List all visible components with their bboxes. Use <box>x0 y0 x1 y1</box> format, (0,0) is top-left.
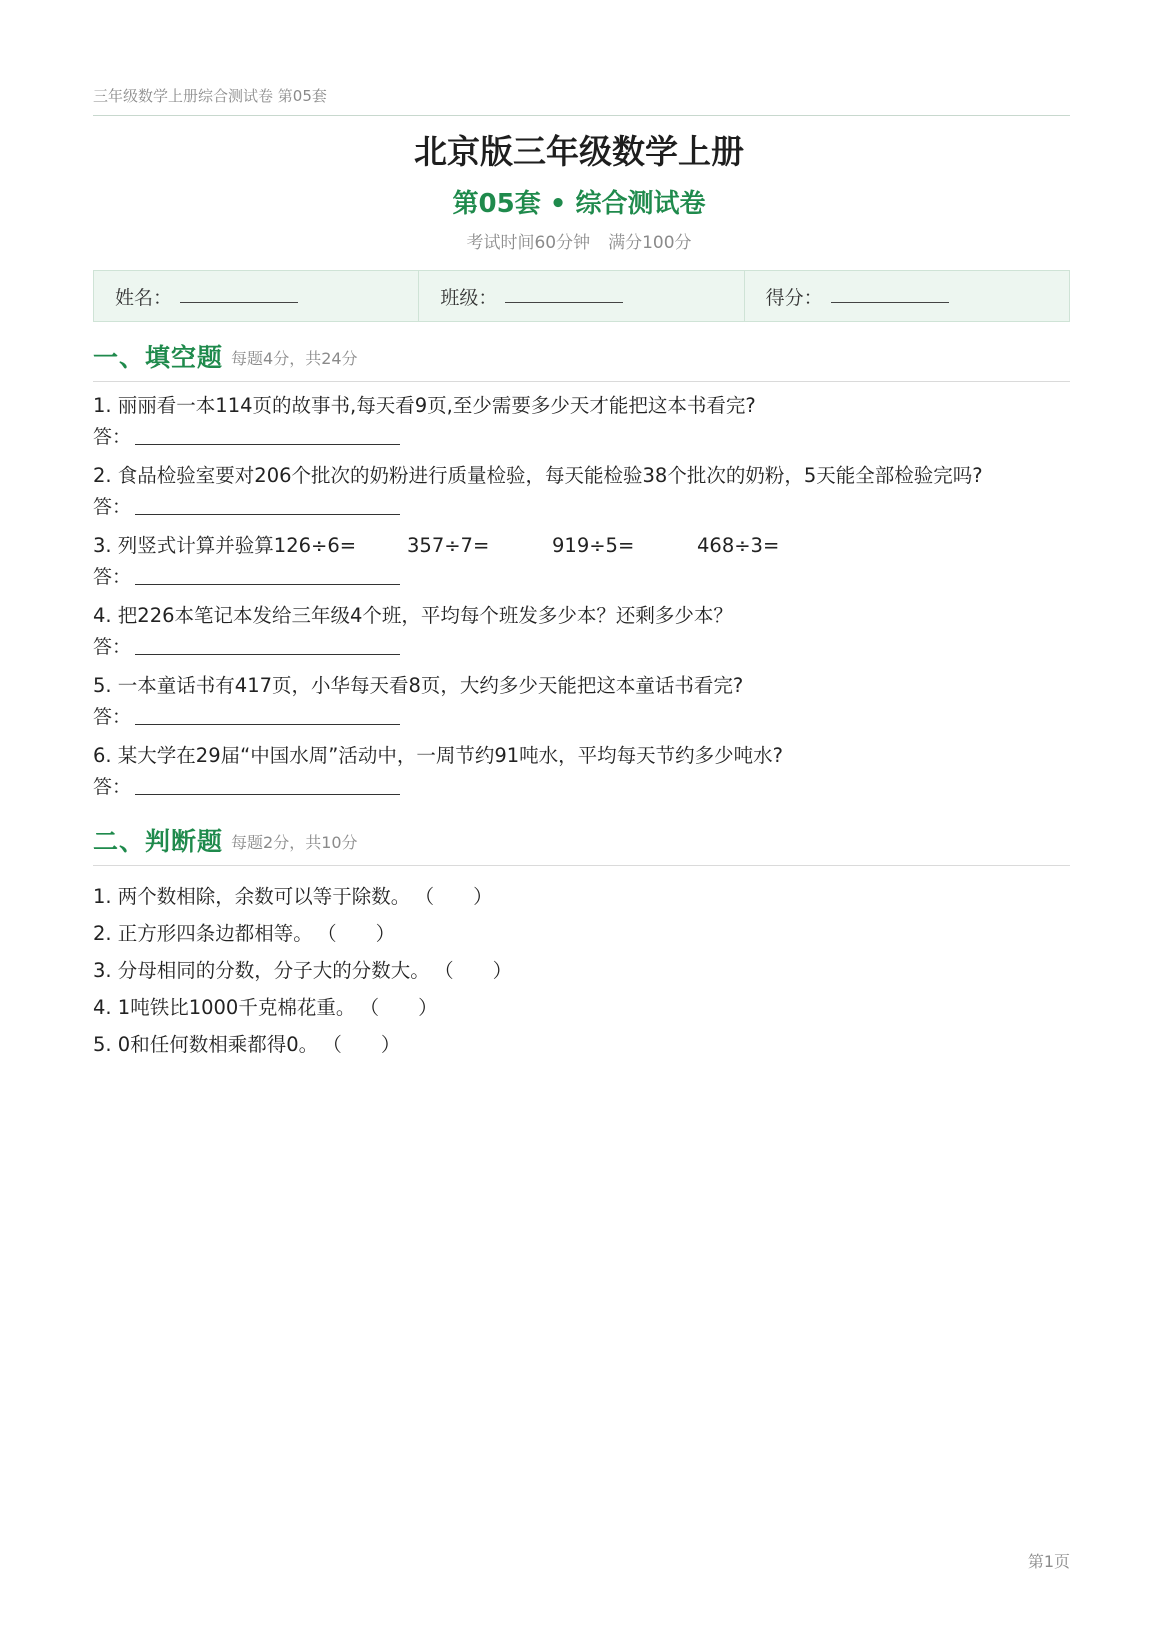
judge-blank[interactable]: （ ） <box>332 1033 401 1056</box>
info-name <box>94 271 418 321</box>
exam-score: 满分100分 <box>608 233 692 253</box>
info-name-blank[interactable] <box>180 302 298 303</box>
question-text: 6. 某大学在29届“中国水周”活动中，一周节约91吨水，平均每天节约多少吨水? <box>93 744 783 767</box>
answer-label: 答： <box>93 496 132 518</box>
question-text: 4. 把226本笔记本发给三年级4个班，平均每个班发多少本？还剩多少本？ <box>93 604 733 627</box>
question-item <box>93 672 1070 742</box>
answer-blank[interactable] <box>135 444 400 445</box>
info-class <box>418 271 743 321</box>
question-item <box>93 602 1070 672</box>
question-item <box>93 462 1070 532</box>
judge-blank[interactable]: （ ） <box>369 996 438 1019</box>
answer-row <box>93 560 1070 592</box>
answer-blank[interactable] <box>135 584 400 585</box>
answer-row <box>93 490 1070 522</box>
section-note: 每题2分，共10分 <box>231 833 358 852</box>
question-line <box>93 532 1070 560</box>
section-heading-fill-in <box>93 330 1070 382</box>
calc-part: 919÷5= <box>552 534 635 557</box>
true-false-questions <box>93 878 1070 1063</box>
question-text: 3. 列竖式计算并验算126÷6= <box>93 534 357 557</box>
answer-blank[interactable] <box>135 724 400 725</box>
judge-text: 5. 0和任何数相乘都得0。 <box>93 1033 319 1056</box>
question-text: 2. 食品检验室要对206个批次的奶粉进行质量检验，每天能检验38个批次的奶粉，5天能全部检验完吗? <box>93 464 983 487</box>
info-score-blank[interactable] <box>831 302 949 303</box>
fill-in-questions <box>93 392 1070 812</box>
question-text: 1. 丽丽看一本114页的故事书,每天看9页,至少需要多少天才能把这本书看完? <box>93 394 756 417</box>
answer-label: 答： <box>93 776 132 798</box>
answer-blank[interactable] <box>135 794 400 795</box>
judge-text: 4. 1吨铁比1000千克棉花重。 <box>93 996 356 1019</box>
judge-item <box>93 878 1070 915</box>
judge-item <box>93 1026 1070 1063</box>
section-note: 每题4分，共24分 <box>231 349 358 368</box>
question-text: 5. 一本童话书有417页，小华每天看8页，大约多少天能把这本童话书看完? <box>93 674 744 697</box>
judge-item <box>93 915 1070 952</box>
info-class-blank[interactable] <box>505 302 623 303</box>
section-heading-true-false <box>93 814 1070 866</box>
answer-blank[interactable] <box>135 654 400 655</box>
question-item <box>93 532 1070 602</box>
info-name-label: 姓名： <box>115 286 173 309</box>
answer-blank[interactable] <box>135 514 400 515</box>
calc-part: 468÷3= <box>697 534 780 557</box>
judge-blank[interactable]: （ ） <box>326 922 396 945</box>
answer-label: 答： <box>93 426 132 448</box>
student-info-box <box>93 270 1070 322</box>
judge-item <box>93 952 1070 989</box>
judge-text: 3. 分母相同的分数，分子大的分数大。 <box>93 959 430 982</box>
judge-text: 1. 两个数相除，余数可以等于除数。 <box>93 885 411 908</box>
answer-label: 答： <box>93 636 132 658</box>
page-title: 北京版三年级数学上册 <box>414 132 744 171</box>
question-item <box>93 392 1070 462</box>
answer-label: 答： <box>93 706 132 728</box>
question-item <box>93 742 1070 812</box>
answer-row <box>93 770 1070 802</box>
calc-part: 357÷7= <box>407 534 490 557</box>
section-title: 一、填空题 <box>93 342 224 372</box>
answer-label: 答： <box>93 566 132 588</box>
info-score-label: 得分： <box>765 286 823 309</box>
answer-row <box>93 420 1070 452</box>
judge-blank[interactable]: （ ） <box>424 885 493 908</box>
answer-row <box>93 700 1070 732</box>
exam-meta <box>0 231 1158 255</box>
section-title: 二、判断题 <box>93 826 224 856</box>
answer-row <box>93 630 1070 662</box>
judge-item <box>93 989 1070 1026</box>
running-head: 三年级数学上册综合测试卷 第05套 <box>93 84 1070 116</box>
info-score <box>744 271 1069 321</box>
page-subtitle: 第05套 • 综合测试卷 <box>452 189 706 219</box>
exam-time: 考试时间60分钟 <box>466 233 591 253</box>
info-class-label: 班级： <box>440 286 498 309</box>
judge-blank[interactable]: （ ） <box>443 959 513 982</box>
page-number: 第1页 <box>1027 1552 1070 1571</box>
judge-text: 2. 正方形四条边都相等。 <box>93 922 313 945</box>
